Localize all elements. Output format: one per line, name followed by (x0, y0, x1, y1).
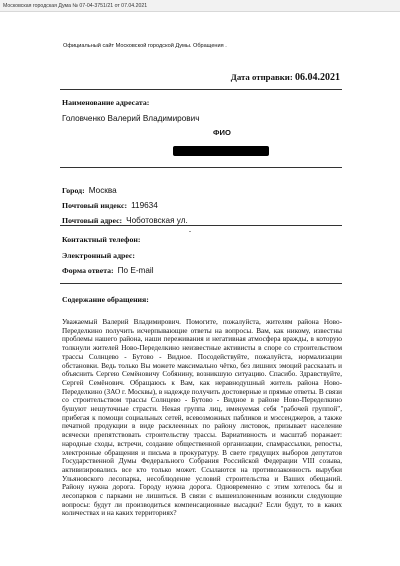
addressee-value: Головченко Валерий Владимирович (62, 114, 200, 123)
document-header-bar: Московская городская Дума № 07-04-3751/21 от 07.04.2021 (0, 0, 400, 12)
divider (60, 167, 342, 168)
divider (60, 89, 342, 90)
email-label: Электронный адрес: (62, 251, 135, 260)
city-value: Москва (88, 186, 117, 195)
postal-value: 119634 (131, 201, 158, 210)
fio-label: ФИО (213, 128, 231, 137)
addressee-label: Наименование адресата: (62, 98, 150, 107)
reply-form-label: Форма ответа: (62, 266, 114, 275)
dispatch-date (231, 72, 340, 83)
content-label: Содержание обращения: (62, 295, 149, 304)
redacted-name (173, 146, 269, 156)
dispatch-date-value: 06.04.2021 (295, 72, 340, 83)
postal-label: Почтовый индекс: (62, 201, 128, 210)
phone-label: Контактный телефон: (62, 235, 141, 244)
city-label: Город: (62, 186, 85, 195)
scan-mark (189, 231, 191, 232)
appeal-text: Уважаемый Валерий Владимирович. Помогите, пожалуйста, жителям района Ново-Переделкино получить исчерпывающие ответы на вопросы. Вам, как никому, известны проблемы нашего района, наши переживания и негативная атмосфера вражды, в которую толкнули жителей Ново-Переделкино неизвестные активисты в споре со строительством трассы Солнцево - Бутово - Видное. Посодействуйте, пожалуйста, нормализации обстановки. Ведь только Вы можете максимально чётко, без лишних эмоций рассказать и объяснить Сергею Семёновичу Собянину, возникшую ситуацию. Спасибо. Здравствуйте, Сергей Семёнович. Обращаюсь к Вам, как неравнодушный житель района Ново-Переделкино (ЗАО г. Москвы), в надежде получить достоверные и прямые ответы. В связи со строительством трассы Солнцево - Бутово - Видное в районе Ново-Переделкино бушуют нешуточные страсти. Некая группа лиц, именуемая себя "рабочей группой", прибегая к помощи социальных сетей, всевозможных пабликов и мэссенджеров, а также печатной продукции в виде расклеенных по району листовок, призывает население всячески препятствовать строительству трассы. Вариативность и масштаб поражает: народные сходы, встречи, создание общественной организации, спамрассылки, репосты, электронные обращения и письма в прокуратуру. В свете грядущих выборов депутатов Государственной Думы Федерального Собрания Российской Федерации VIII созыва, активизировались все кто только может. Ссылаются на противозаконность вырубки Ульяновского лесопарка, несоблюдение условий строительства и Ваших обещаний. Району нужна дорога. Городу нужна дорога. Одновременно с этим хотелось бы и лесопарков с парками не лишиться. В связи с вышеизложенным возникли следующие вопросы: будут ли производиться компенсационные высадки? Если будут, то в каких количествах и на каких территориях? (62, 318, 342, 518)
address-value: Чоботовская ул. (126, 216, 188, 225)
reply-form-value: По E-mail (117, 266, 154, 275)
dispatch-date-label: Дата отправки: (230, 72, 293, 82)
address-label: Почтовый адрес: (62, 216, 123, 225)
divider (60, 225, 342, 226)
divider (60, 283, 342, 284)
reply-form-field (62, 260, 154, 278)
site-caption: Официальный сайт Московской городской Думы. Обращения . (63, 43, 227, 49)
